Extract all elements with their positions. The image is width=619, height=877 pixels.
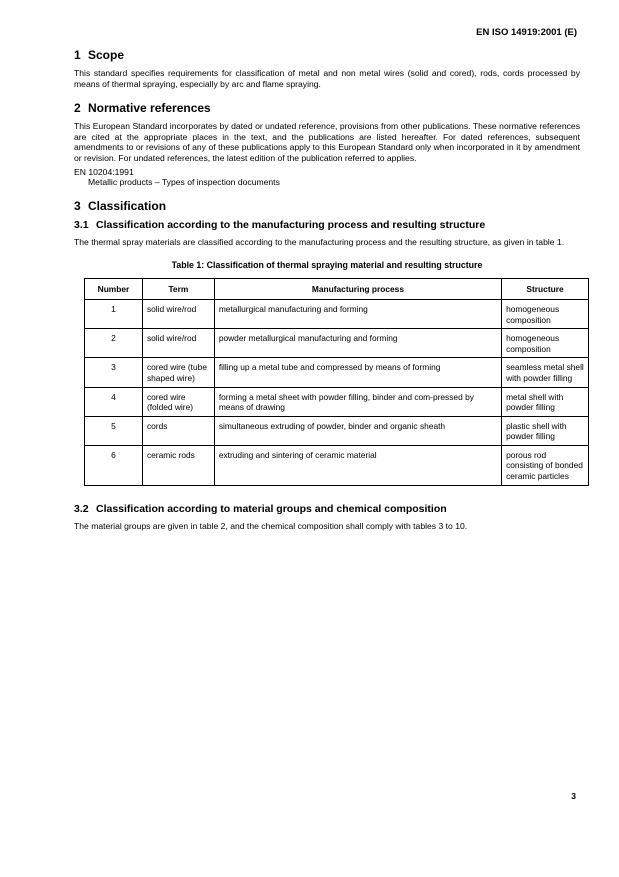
reference-title: Metallic products – Types of inspection documents (88, 177, 280, 188)
cell-number: 1 (85, 299, 143, 328)
section-number: 3 (74, 198, 81, 213)
table-row (85, 329, 589, 358)
subsection-heading-3-1 (74, 219, 580, 231)
section-title: Classification (88, 198, 167, 213)
section-heading-normative-references (74, 101, 580, 115)
subsection-title: Classification according to the manufacturing process and resulting structure (96, 218, 486, 231)
normative-references-text: This European Standard incorporates by dated or undated reference, provisions from other publications. These normative references are cited at the appropriate places in the text, and the publications are listed hereafter. For dated references, subsequent amendments to or revisions of any of these publications apply to this European Standard only when incorporated in it by amendment or revision. For undated references, the latest edition of the publication referred to applies. (74, 121, 580, 163)
cell-structure: porous rod consisting of bonded ceramic particles (502, 445, 589, 485)
cell-structure: homogeneous composition (502, 329, 589, 358)
cell-number: 2 (85, 329, 143, 358)
table-row (85, 416, 589, 445)
cell-term: solid wire/rod (142, 299, 214, 328)
reference-code: EN 10204:1991 (74, 166, 134, 177)
header-term: Term (142, 279, 214, 300)
cell-structure: plastic shell with powder filling (502, 416, 589, 445)
cell-term: cored wire (folded wire) (142, 387, 214, 416)
cell-term: cords (142, 416, 214, 445)
cell-number: 5 (85, 416, 143, 445)
cell-process: extruding and sintering of ceramic material (214, 445, 501, 485)
document-reference: EN ISO 14919:2001 (E) (476, 27, 577, 38)
subsection-heading-3-2 (74, 503, 580, 515)
page-number: 3 (571, 791, 576, 801)
cell-number: 4 (85, 387, 143, 416)
subsection-3-1-text: The thermal spray materials are classified according to the manufacturing process and the resulting structure, as given in table 1. (74, 236, 565, 247)
header-number: Number (85, 279, 143, 300)
header-manufacturing-process: Manufacturing process (214, 279, 501, 300)
table-caption: Table 1: Classification of thermal spraying material and resulting structure (171, 260, 483, 271)
table-row (85, 387, 589, 416)
cell-process: simultaneous extruding of powder, binder and organic sheath (214, 416, 501, 445)
cell-term: solid wire/rod (142, 329, 214, 358)
cell-process: metallurgical manufacturing and forming (214, 299, 501, 328)
cell-process: powder metallurgical manufacturing and forming (214, 329, 501, 358)
cell-number: 6 (85, 445, 143, 485)
cell-structure: homogeneous composition (502, 299, 589, 328)
section-heading-classification (74, 199, 580, 213)
table-row (85, 299, 589, 328)
section-title: Normative references (88, 101, 211, 116)
cell-process: filling up a metal tube and compressed by means of forming (214, 358, 501, 387)
cell-term: ceramic rods (142, 445, 214, 485)
cell-process: forming a metal sheet with powder filling, binder and com-pressed by means of drawing (214, 387, 501, 416)
section-title: Scope (88, 48, 125, 62)
section-heading-scope (74, 48, 580, 62)
cell-structure: metal shell with powder filling (502, 387, 589, 416)
subsection-title: Classification according to material groups and chemical composition (96, 502, 447, 515)
table-row (85, 358, 589, 387)
header-structure: Structure (502, 279, 589, 300)
subsection-3-2-text: The material groups are given in table 2, and the chemical composition shall comply with tables 3 to 10. (74, 520, 468, 531)
section-number: 2 (74, 101, 81, 116)
cell-term: cored wire (tube shaped wire) (142, 358, 214, 387)
subsection-number: 3.2 (74, 502, 89, 515)
page-content (74, 48, 584, 531)
classification-table (84, 278, 589, 485)
table-row (85, 445, 589, 485)
scope-text: This standard specifies requirements for classification of metal and non metal wires (solid and cored), rods, cords processed by means of thermal spraying, especially by arc and flame spraying. (74, 68, 580, 89)
table-header-row (85, 279, 589, 300)
section-number: 1 (74, 48, 81, 62)
cell-number: 3 (85, 358, 143, 387)
subsection-number: 3.1 (74, 218, 89, 231)
cell-structure: seamless metal shell with powder filling (502, 358, 589, 387)
